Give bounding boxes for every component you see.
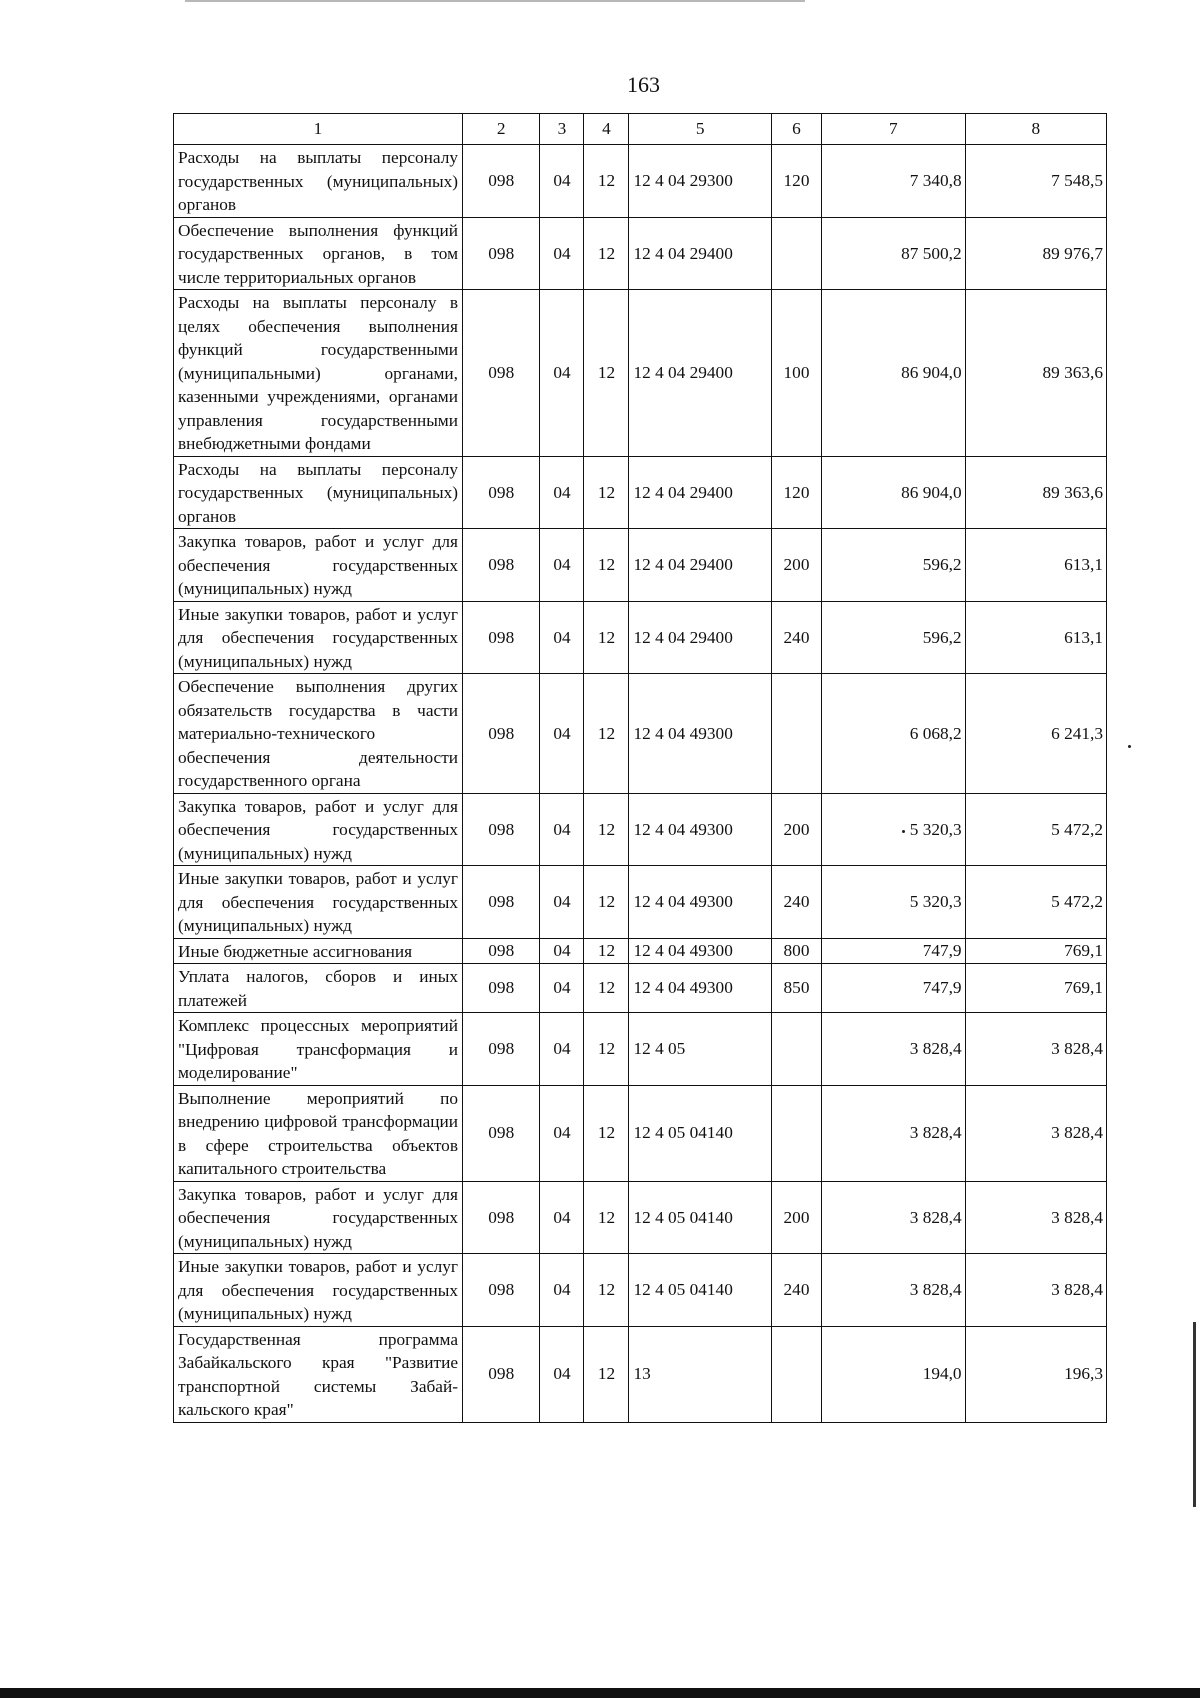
table-body [174, 145, 1107, 1423]
cell-amount-year-1: 596,2 [822, 529, 965, 602]
cell-target-article: 12 4 04 29400 [629, 601, 771, 674]
cell-name: Закупка товаров, работ и услуг для обеспечения государственных (муниципальных) нужд [174, 529, 463, 602]
scan-bottom-edge [0, 1688, 1200, 1698]
cell-target-article: 12 4 04 49300 [629, 793, 771, 866]
cell-name: Государственная программа Забайкальского края "Развитие транспортной системы Забайкальского края" [174, 1326, 463, 1422]
cell-amount-year-2: 7 548,5 [965, 145, 1106, 218]
cell-section: 04 [540, 456, 584, 529]
table-row [174, 866, 1107, 939]
cell-amount-year-1: 3 828,4 [822, 1254, 965, 1327]
cell-admin-code: 098 [463, 1181, 540, 1254]
cell-expense-type [771, 1085, 821, 1181]
cell-amount-year-1: 194,0 [822, 1326, 965, 1422]
cell-subsection: 12 [584, 290, 629, 457]
cell-subsection: 12 [584, 793, 629, 866]
cell-amount-year-2: 196,3 [965, 1326, 1106, 1422]
cell-expense-type: 120 [771, 145, 821, 218]
header-col-4: 4 [584, 114, 629, 145]
cell-expense-type: 800 [771, 938, 821, 964]
cell-subsection: 12 [584, 938, 629, 964]
cell-expense-type: 240 [771, 1254, 821, 1327]
table-row [174, 529, 1107, 602]
cell-amount-year-2: 3 828,4 [965, 1181, 1106, 1254]
cell-name: Закупка товаров, работ и услуг для обеспечения государственных (муниципальных) нужд [174, 1181, 463, 1254]
cell-name: Обеспечение выполнения функций государственных органов, в том числе территориальных органов [174, 217, 463, 290]
cell-name: Иные закупки товаров, работ и услуг для обеспечения государственных (муниципальных) нужд [174, 866, 463, 939]
cell-amount-year-2: 769,1 [965, 938, 1106, 964]
cell-section: 04 [540, 1254, 584, 1327]
cell-name: Обеспечение выполнения других обязательств государства в части материально-технического обеспечения деятельности государственного органа [174, 674, 463, 794]
cell-target-article: 12 4 04 49300 [629, 938, 771, 964]
cell-target-article: 13 [629, 1326, 771, 1422]
cell-section: 04 [540, 145, 584, 218]
cell-admin-code: 098 [463, 145, 540, 218]
header-col-3: 3 [540, 114, 584, 145]
cell-name: Комплекс процессных мероприятий "Цифровая трансформация и моделирование" [174, 1013, 463, 1086]
cell-amount-year-2: 5 472,2 [965, 793, 1106, 866]
cell-subsection: 12 [584, 529, 629, 602]
cell-section: 04 [540, 529, 584, 602]
header-col-1: 1 [174, 114, 463, 145]
cell-amount-year-2: 89 976,7 [965, 217, 1106, 290]
table-row [174, 1326, 1107, 1422]
cell-section: 04 [540, 964, 584, 1013]
cell-subsection: 12 [584, 1013, 629, 1086]
cell-admin-code: 098 [463, 793, 540, 866]
cell-amount-year-1: 86 904,0 [822, 456, 965, 529]
cell-name: Иные закупки товаров, работ и услуг для обеспечения государственных (муниципальных) нужд [174, 1254, 463, 1327]
cell-subsection: 12 [584, 674, 629, 794]
cell-section: 04 [540, 1013, 584, 1086]
scan-speck [1128, 745, 1131, 748]
cell-admin-code: 098 [463, 456, 540, 529]
cell-amount-year-2: 613,1 [965, 601, 1106, 674]
cell-expense-type [771, 1326, 821, 1422]
cell-amount-year-2: 3 828,4 [965, 1254, 1106, 1327]
cell-amount-year-2: 3 828,4 [965, 1085, 1106, 1181]
cell-expense-type: 240 [771, 601, 821, 674]
table-header [174, 114, 1107, 145]
header-row [174, 114, 1107, 145]
table-row [174, 793, 1107, 866]
cell-expense-type: 120 [771, 456, 821, 529]
cell-amount-year-2: 89 363,6 [965, 290, 1106, 457]
cell-section: 04 [540, 1181, 584, 1254]
cell-expense-type [771, 674, 821, 794]
cell-expense-type: 240 [771, 866, 821, 939]
cell-section: 04 [540, 1326, 584, 1422]
cell-amount-year-1: 7 340,8 [822, 145, 965, 218]
cell-expense-type [771, 217, 821, 290]
cell-target-article: 12 4 04 29400 [629, 217, 771, 290]
cell-expense-type: 200 [771, 793, 821, 866]
table-row [174, 456, 1107, 529]
table-row [174, 1181, 1107, 1254]
cell-section: 04 [540, 1085, 584, 1181]
cell-admin-code: 098 [463, 601, 540, 674]
cell-amount-year-1: 596,2 [822, 601, 965, 674]
cell-admin-code: 098 [463, 964, 540, 1013]
table-row [174, 601, 1107, 674]
header-col-7: 7 [822, 114, 965, 145]
cell-admin-code: 098 [463, 938, 540, 964]
cell-admin-code: 098 [463, 217, 540, 290]
table-row [174, 217, 1107, 290]
cell-amount-year-1: 747,9 [822, 964, 965, 1013]
cell-admin-code: 098 [463, 529, 540, 602]
cell-expense-type: 100 [771, 290, 821, 457]
table-row [174, 1013, 1107, 1086]
cell-section: 04 [540, 674, 584, 794]
cell-expense-type: 200 [771, 1181, 821, 1254]
header-col-6: 6 [771, 114, 821, 145]
header-col-8: 8 [965, 114, 1106, 145]
page-number: 163 [627, 72, 660, 97]
cell-name: Выполнение мероприятий по внедрению цифровой трансформации в сфере строительства объектов капитального строительства [174, 1085, 463, 1181]
cell-target-article: 12 4 05 04140 [629, 1181, 771, 1254]
cell-admin-code: 098 [463, 290, 540, 457]
cell-name: Расходы на выплаты персоналу государственных (муниципальных) органов [174, 145, 463, 218]
cell-admin-code: 098 [463, 1254, 540, 1327]
cell-subsection: 12 [584, 964, 629, 1013]
cell-amount-year-1: 5 320,3 [822, 793, 965, 866]
cell-name: Расходы на выплаты персоналу государственных (муниципальных) органов [174, 456, 463, 529]
scan-speck [902, 830, 905, 833]
cell-section: 04 [540, 938, 584, 964]
cell-admin-code: 098 [463, 1085, 540, 1181]
cell-admin-code: 098 [463, 674, 540, 794]
cell-section: 04 [540, 793, 584, 866]
cell-name: Закупка товаров, работ и услуг для обеспечения государственных (муниципальных) нужд [174, 793, 463, 866]
budget-table [173, 113, 1107, 1423]
cell-expense-type [771, 1013, 821, 1086]
table-row [174, 290, 1107, 457]
cell-amount-year-2: 769,1 [965, 964, 1106, 1013]
cell-amount-year-2: 613,1 [965, 529, 1106, 602]
cell-target-article: 12 4 05 [629, 1013, 771, 1086]
cell-section: 04 [540, 290, 584, 457]
cell-target-article: 12 4 04 29300 [629, 145, 771, 218]
cell-section: 04 [540, 866, 584, 939]
cell-target-article: 12 4 04 49300 [629, 674, 771, 794]
cell-amount-year-1: 747,9 [822, 938, 965, 964]
table-row [174, 145, 1107, 218]
cell-amount-year-1: 5 320,3 [822, 866, 965, 939]
header-col-2: 2 [463, 114, 540, 145]
cell-target-article: 12 4 05 04140 [629, 1254, 771, 1327]
cell-name: Расходы на выплаты персоналу в целях обеспечения выполнения функций государственными (муниципальными) органами, казенными учреждениями, органами управления государственными внебюджетными фондами [174, 290, 463, 457]
cell-target-article: 12 4 05 04140 [629, 1085, 771, 1181]
cell-subsection: 12 [584, 1181, 629, 1254]
cell-subsection: 12 [584, 866, 629, 939]
table-row [174, 674, 1107, 794]
cell-amount-year-1: 3 828,4 [822, 1181, 965, 1254]
header-col-5: 5 [629, 114, 771, 145]
scan-top-edge [185, 0, 805, 6]
scan-right-edge-mark [1193, 1322, 1196, 1507]
cell-section: 04 [540, 217, 584, 290]
cell-subsection: 12 [584, 456, 629, 529]
table-row [174, 938, 1107, 964]
cell-admin-code: 098 [463, 1013, 540, 1086]
table-row [174, 964, 1107, 1013]
cell-expense-type: 200 [771, 529, 821, 602]
table-row [174, 1254, 1107, 1327]
cell-admin-code: 098 [463, 1326, 540, 1422]
cell-admin-code: 098 [463, 866, 540, 939]
cell-subsection: 12 [584, 217, 629, 290]
cell-amount-year-1: 86 904,0 [822, 290, 965, 457]
cell-amount-year-2: 89 363,6 [965, 456, 1106, 529]
cell-name: Уплата налогов, сборов и иных платежей [174, 964, 463, 1013]
cell-amount-year-2: 6 241,3 [965, 674, 1106, 794]
cell-amount-year-1: 3 828,4 [822, 1013, 965, 1086]
cell-subsection: 12 [584, 601, 629, 674]
cell-amount-year-1: 3 828,4 [822, 1085, 965, 1181]
cell-name: Иные бюджетные ассигнования [174, 938, 463, 964]
cell-target-article: 12 4 04 29400 [629, 290, 771, 457]
cell-target-article: 12 4 04 49300 [629, 964, 771, 1013]
cell-target-article: 12 4 04 49300 [629, 866, 771, 939]
cell-target-article: 12 4 04 29400 [629, 529, 771, 602]
cell-expense-type: 850 [771, 964, 821, 1013]
cell-name: Иные закупки товаров, работ и услуг для обеспечения государственных (муниципальных) нужд [174, 601, 463, 674]
cell-amount-year-2: 3 828,4 [965, 1013, 1106, 1086]
cell-subsection: 12 [584, 1326, 629, 1422]
cell-section: 04 [540, 601, 584, 674]
cell-subsection: 12 [584, 1085, 629, 1181]
cell-amount-year-1: 87 500,2 [822, 217, 965, 290]
cell-target-article: 12 4 04 29400 [629, 456, 771, 529]
table-row [174, 1085, 1107, 1181]
cell-subsection: 12 [584, 145, 629, 218]
cell-amount-year-1: 6 068,2 [822, 674, 965, 794]
cell-subsection: 12 [584, 1254, 629, 1327]
cell-amount-year-2: 5 472,2 [965, 866, 1106, 939]
